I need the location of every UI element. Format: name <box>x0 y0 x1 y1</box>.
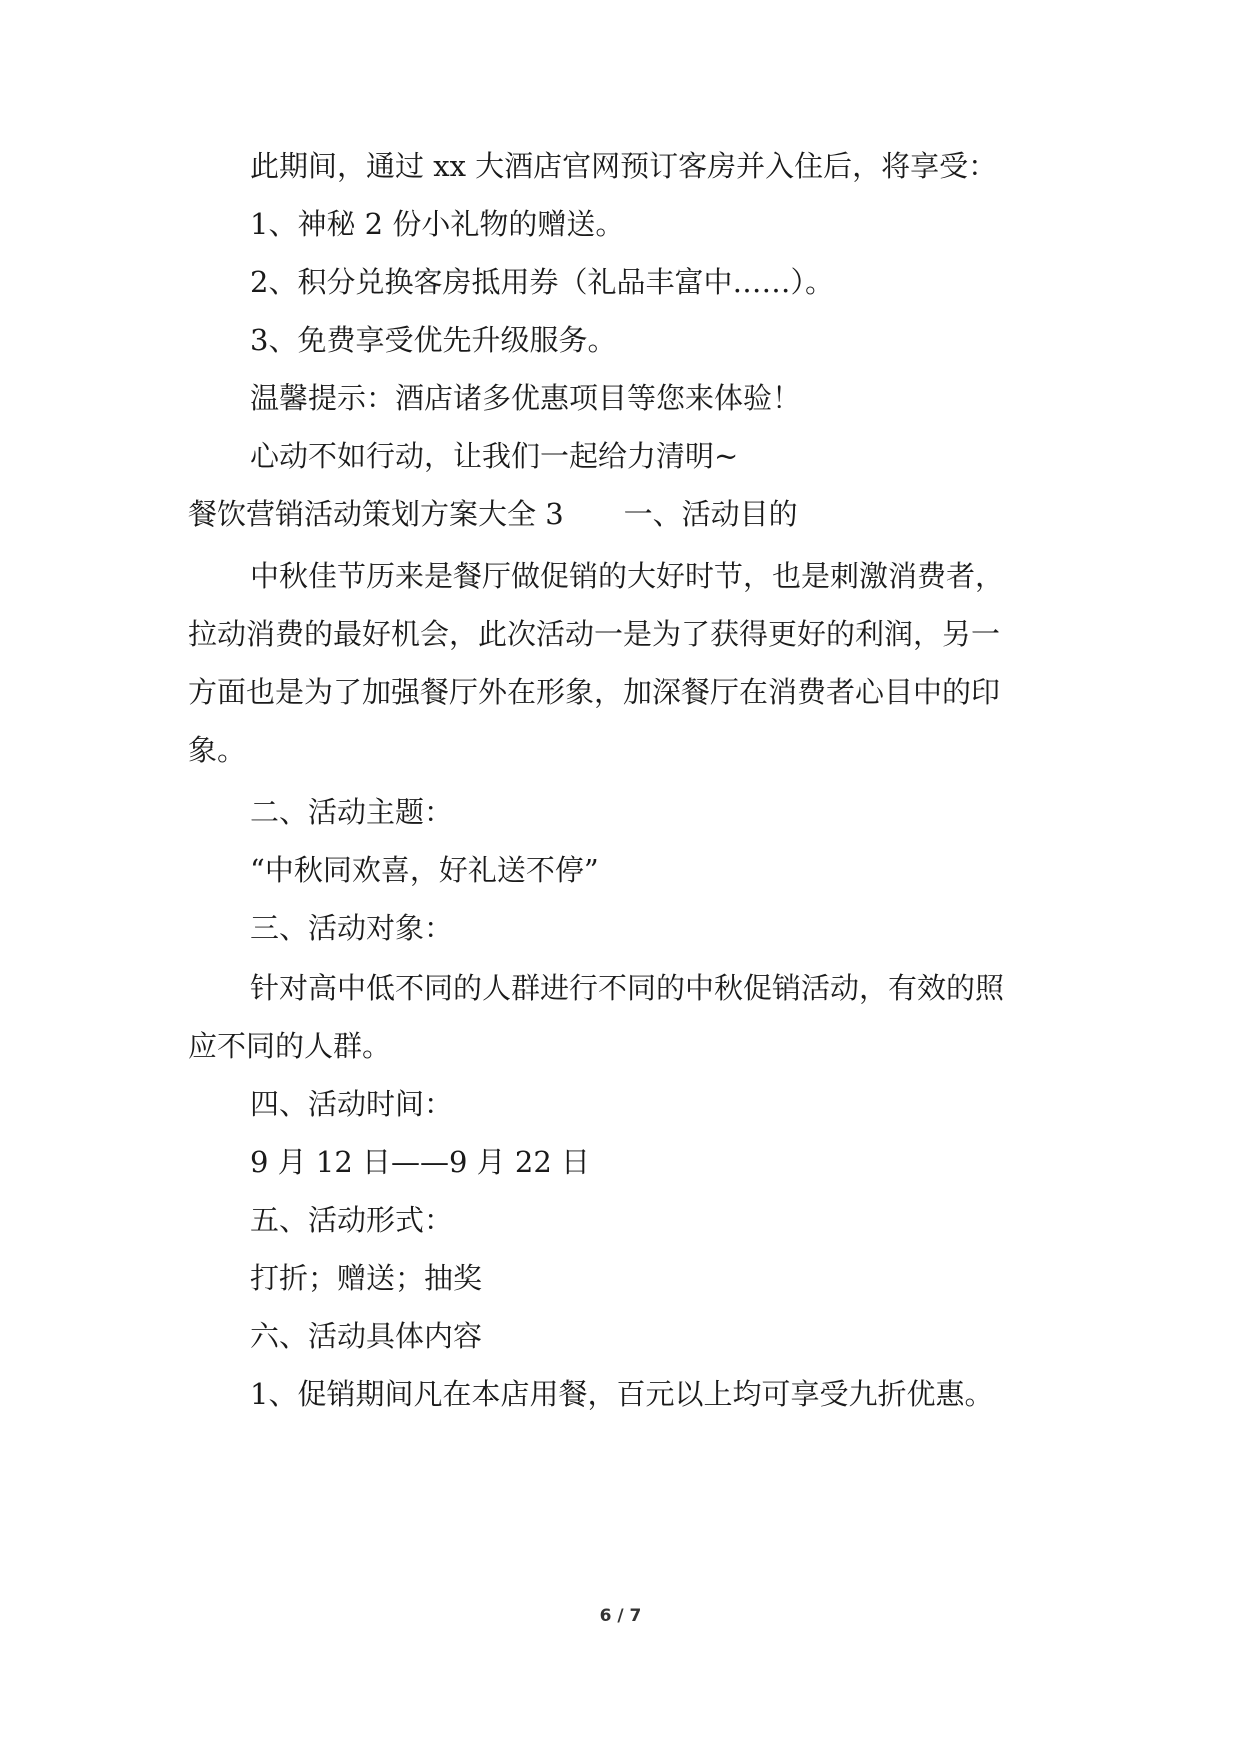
heading-form: 五、活动形式： <box>250 1203 454 1237</box>
paragraph-purpose-line-1: 中秋佳节历来是餐厅做促销的大好时节，也是刺激消费者， <box>250 559 1005 593</box>
paragraph-purpose-line-4: 象。 <box>188 733 247 767</box>
section-title: 餐饮营销活动策划方案大全 3 <box>188 497 564 531</box>
theme-text: “中秋同欢喜，好礼送不停” <box>250 853 599 887</box>
section-heading-row <box>188 494 1088 534</box>
paragraph-booking-intro: 此期间，通过 xx 大酒店官网预订客房并入住后，将享受： <box>250 149 998 183</box>
paragraph-slogan: 心动不如行动，让我们一起给力清明~ <box>250 439 739 473</box>
list-item-points: 2、积分兑换客房抵用券（礼品丰富中……）。 <box>250 265 834 299</box>
paragraph-purpose-line-2: 拉动消费的最好机会，此次活动一是为了获得更好的利润，另一 <box>188 617 1001 651</box>
paragraph-tip: 温馨提示：酒店诸多优惠项目等您来体验！ <box>250 381 802 415</box>
heading-audience: 三、活动对象： <box>250 911 454 945</box>
heading-content: 六、活动具体内容 <box>250 1319 483 1353</box>
paragraph-purpose-line-3: 方面也是为了加强餐厅外在形象，加深餐厅在消费者心目中的印 <box>188 675 1001 709</box>
audience-line-1: 针对高中低不同的人群进行不同的中秋促销活动，有效的照 <box>250 971 1005 1005</box>
time-text: 9 月 12 日——9 月 22 日 <box>250 1145 591 1179</box>
list-item-upgrade: 3、免费享受优先升级服务。 <box>250 323 617 357</box>
heading-purpose: 一、活动目的 <box>623 497 798 531</box>
heading-theme: 二、活动主题： <box>250 795 454 829</box>
form-text: 打折；赠送；抽奖 <box>250 1261 483 1295</box>
page-number: 6 / 7 <box>599 1606 642 1626</box>
heading-time: 四、活动时间： <box>250 1087 454 1121</box>
content-item-1: 1、促销期间凡在本店用餐，百元以上均可享受九折优惠。 <box>250 1377 994 1411</box>
list-item-gift: 1、神秘 2 份小礼物的赠送。 <box>250 207 625 241</box>
audience-line-2: 应不同的人群。 <box>188 1029 392 1063</box>
